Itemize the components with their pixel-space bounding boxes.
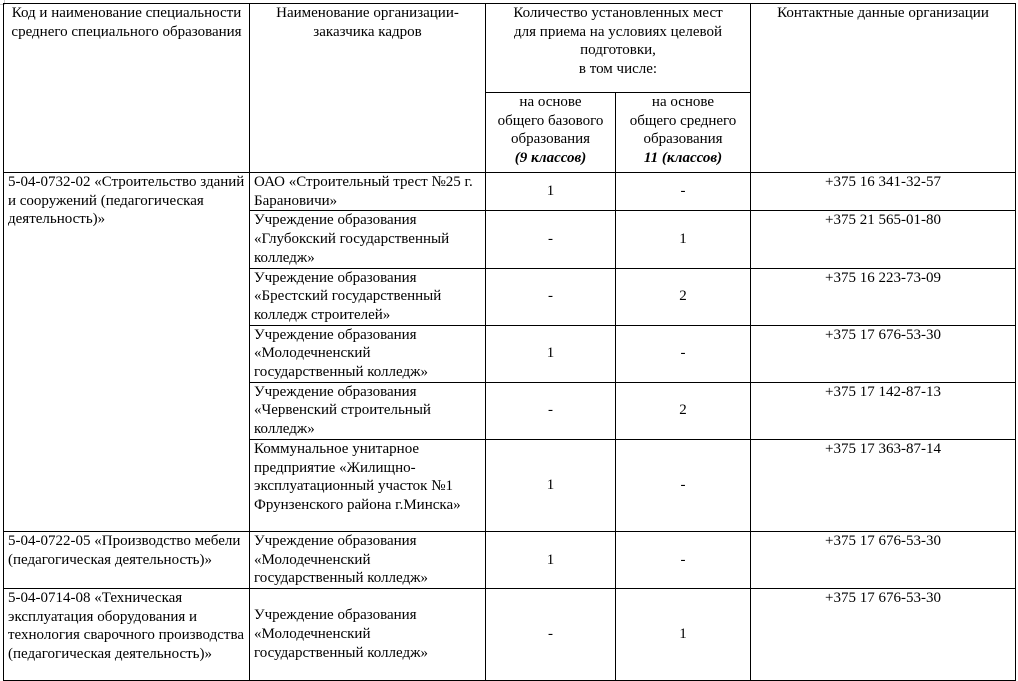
organization-cell: Учреждение образования «Молодечненский государственный колледж»: [250, 531, 486, 588]
secondary-places-cell: -: [616, 173, 751, 211]
basic-places-cell: -: [486, 382, 616, 439]
header-places-line1: Количество установленных мест: [513, 5, 723, 21]
specialty-cell: 5-04-0714-08 «Техническая эксплуатация оборудования и технология сварочного производства (педагогическая деятельность)»: [4, 588, 250, 680]
table-row: [4, 588, 1016, 680]
header-organization: Наименование организации-заказчика кадров: [250, 4, 486, 173]
header-basic-education: [486, 93, 616, 173]
table-row: [4, 173, 1016, 211]
phone-cell: +375 17 676-53-30: [751, 588, 1016, 680]
header-contacts: Контактные данные организации: [751, 4, 1016, 173]
secondary-places-cell: -: [616, 531, 751, 588]
phone-cell: +375 17 676-53-30: [751, 531, 1016, 588]
phone-cell: +375 21 565-01-80: [751, 211, 1016, 268]
phone-cell: +375 17 142-87-13: [751, 382, 1016, 439]
header-places-line2: для приема на условиях целевой: [514, 23, 722, 40]
header-places-line3: подготовки,: [580, 42, 656, 59]
basic-places-cell: -: [486, 588, 616, 680]
basic-places-cell: 1: [486, 439, 616, 531]
basic-places-cell: 1: [486, 325, 616, 382]
organization-cell: Учреждение образования «Глубокский государственный колледж»: [250, 211, 486, 268]
secondary-places-cell: 1: [616, 588, 751, 680]
phone-cell: +375 17 676-53-30: [751, 325, 1016, 382]
target-training-table: [3, 3, 1016, 681]
phone-cell: +375 16 223-73-09: [751, 268, 1016, 325]
secondary-places-cell: 1: [616, 211, 751, 268]
header-secondary-line3: образования: [643, 131, 723, 148]
basic-places-cell: 1: [486, 531, 616, 588]
secondary-places-cell: 2: [616, 268, 751, 325]
specialty-cell: 5-04-0732-02 «Строительство зданий и сооружений (педагогическая деятельность)»: [4, 173, 250, 532]
basic-places-cell: -: [486, 268, 616, 325]
organization-cell: Учреждение образования «Молодечненский государственный колледж»: [250, 588, 486, 680]
header-secondary-line4: 11 (классов): [643, 150, 723, 167]
phone-cell: +375 16 341-32-57: [751, 173, 1016, 211]
secondary-places-cell: -: [616, 439, 751, 531]
header-basic-line4: (9 классов): [514, 150, 587, 167]
header-places-group: [486, 4, 751, 93]
header-row-top: [4, 4, 1016, 93]
table-row: [4, 531, 1016, 588]
secondary-places-cell: -: [616, 325, 751, 382]
header-secondary-education: [616, 93, 751, 173]
header-basic-line3: образования: [510, 131, 591, 148]
header-places-line4: в том числе:: [578, 61, 658, 78]
organization-cell: Учреждение образования «Молодечненский государственный колледж»: [250, 325, 486, 382]
secondary-places-cell: 2: [616, 382, 751, 439]
header-secondary-line1: на основе: [651, 94, 715, 110]
basic-places-cell: 1: [486, 173, 616, 211]
header-secondary-line2: общего среднего: [629, 112, 737, 129]
organization-cell: Учреждение образования «Брестский государственный колледж строителей»: [250, 268, 486, 325]
basic-places-cell: -: [486, 211, 616, 268]
phone-cell: +375 17 363-87-14: [751, 439, 1016, 531]
header-specialty: Код и наименование специальности среднего специального образования: [4, 4, 250, 173]
header-basic-line2: общего базового: [497, 112, 604, 129]
organization-cell: ОАО «Строительный трест №25 г. Барановичи»: [250, 173, 486, 211]
organization-cell: Учреждение образования «Червенский строительный колледж»: [250, 382, 486, 439]
header-basic-line1: на основе: [519, 94, 582, 110]
specialty-cell: 5-04-0722-05 «Производство мебели (педагогическая деятельность)»: [4, 531, 250, 588]
organization-cell: Коммунальное унитарное предприятие «Жилищно-эксплуатационный участок №1 Фрунзенского района г.Минска»: [250, 439, 486, 531]
